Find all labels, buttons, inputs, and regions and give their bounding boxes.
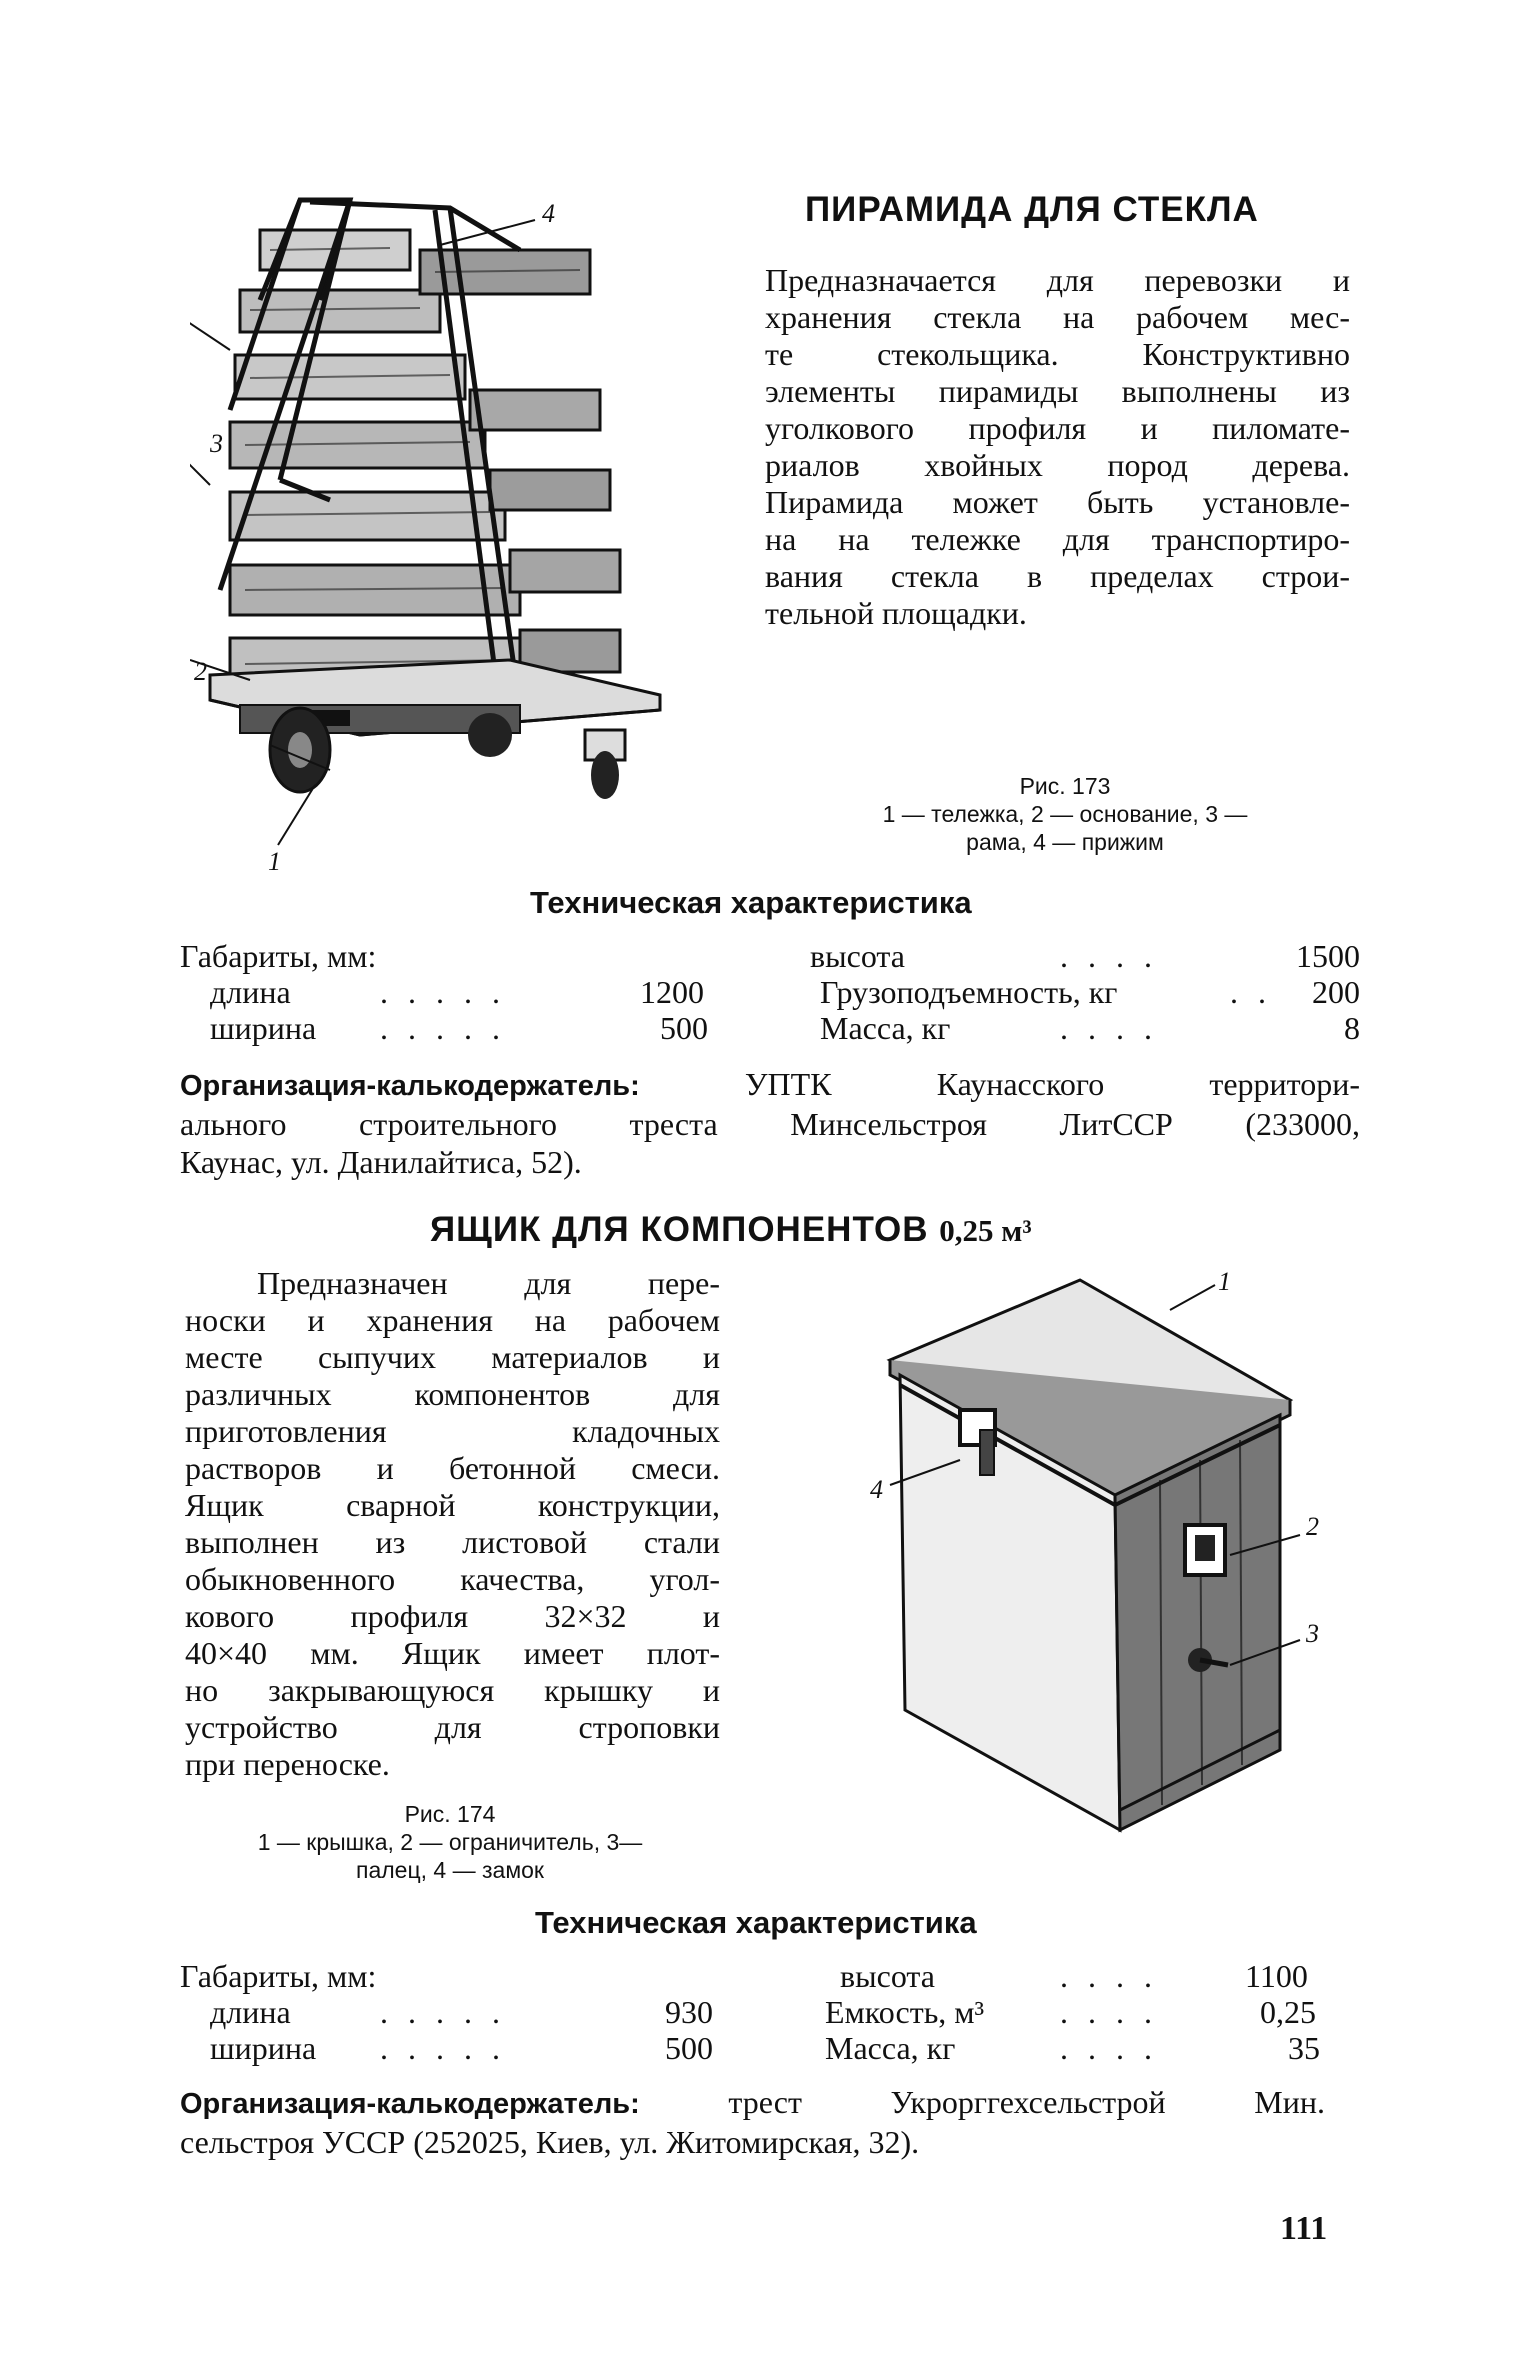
length-value: 930 (665, 1994, 713, 2030)
fig174-caption (170, 1800, 730, 1884)
section1-line: тельной площадки. (765, 595, 1027, 631)
length-label: длина (210, 974, 291, 1010)
org-line2: ального строительного треста Минсельстроя ЛитССР (233000, (180, 1106, 1360, 1142)
section1-line: хранения стекла на рабочем мес- (765, 299, 1350, 335)
volume-value: 0,25 (1260, 1994, 1316, 2030)
section1-title: ПИРАМИДА ДЛЯ СТЕКЛА (805, 190, 1259, 229)
fig173-label-2: 2 (194, 657, 207, 686)
section2-organization (180, 2083, 1325, 2161)
height-label: высота (810, 938, 905, 974)
mass-value: 8 (1344, 1010, 1360, 1046)
section2-line: при переноске. (185, 1746, 390, 1782)
section2-line: Предназначен для пере- (257, 1265, 720, 1301)
section2-line: носки и хранения на рабочем (185, 1302, 720, 1338)
capacity-value: 200 (1312, 974, 1360, 1010)
component-box-illustration (860, 1270, 1340, 1840)
section2-line: кового профиля 32×32 и (185, 1598, 720, 1634)
length-label: длина (210, 1994, 291, 2030)
height-value: 1100 (1245, 1958, 1308, 1994)
org-line1: трест Укрорггехсельстрой Мин. (728, 2084, 1326, 2120)
section1-line: Предназначается для перевозки и (765, 262, 1350, 298)
section2-specs: Габариты, мм: высота . . . . 1100 длина . . . . . 930 Емкость, м³ . . . . 0,25 ширина . . . . . 500 Масса, кг . . . . 35 (180, 1958, 1320, 2066)
section2-line: выполнен из листовой стали (185, 1524, 720, 1560)
mass-label: Масса, кг (825, 2030, 956, 2066)
org-line2: сельстроя УССР (252025, Киев, ул. Житомирская, 32). (180, 2124, 920, 2160)
section1-organization (180, 1065, 1360, 1181)
fig174-label-3: 3 (1306, 1619, 1319, 1648)
height-value: 1500 (1296, 938, 1360, 974)
section1-line: элементы пирамиды выполнены из (765, 373, 1350, 409)
dims-label: Габариты, мм: (180, 938, 377, 974)
width-value: 500 (665, 2030, 713, 2066)
section1-tech-title: Техническая характеристика (530, 885, 972, 920)
section1-line: риалов хвойных пород дерева. (765, 447, 1350, 483)
section2-line: 40×40 мм. Ящик имеет плот- (185, 1635, 720, 1671)
fig173-label-3: 3 (210, 429, 223, 458)
fig173-label-4: 4 (542, 199, 555, 228)
section1-line: вания стекла в пределах строи- (765, 558, 1350, 594)
section2-line: растворов и бетонной смеси. (185, 1450, 720, 1486)
org-label: Организация-калькодержатель: (180, 1070, 640, 1102)
section1-line: те стекольщика. Конструктивно (765, 336, 1350, 372)
section1-paragraph (765, 262, 1350, 632)
mass-value: 35 (1288, 2030, 1320, 2066)
section2-title-volume: 0,25 м³ (939, 1213, 1032, 1248)
section2-line: устройство для строповки (185, 1709, 720, 1745)
section2-line: Ящик сварной конструкции, (185, 1487, 720, 1523)
section2-line: обыкновенного качества, угол- (185, 1561, 720, 1597)
length-value: 1200 (640, 974, 704, 1010)
dims-label: Габариты, мм: (180, 1958, 377, 1994)
fig173-caption-title: Рис. 173 (1019, 773, 1111, 799)
section2-tech-title: Техническая характеристика (535, 1905, 977, 1940)
glass-pyramid-illustration (190, 190, 720, 890)
section2-title (430, 1210, 1032, 1250)
width-label: ширина (210, 1010, 317, 1046)
fig174-caption-title: Рис. 174 (404, 1801, 496, 1827)
fig173-label-1: 1 (268, 847, 281, 876)
section2-line: месте сыпучих материалов и (185, 1339, 720, 1375)
fig174-caption-line2: палец, 4 — замок (356, 1857, 544, 1883)
section1-line: уголкового профиля и пиломате- (765, 410, 1350, 446)
fig173-caption (780, 772, 1350, 856)
section2-line: различных компонентов для (185, 1376, 720, 1412)
fig173-caption-line1: 1 — тележка, 2 — основание, 3 — (882, 801, 1248, 827)
org-line3: Каунас, ул. Данилайтиса, 52). (180, 1144, 582, 1180)
section1-line: на на тележке для транспортиро- (765, 521, 1350, 557)
width-label: ширина (210, 2030, 317, 2066)
fig173-caption-line2: рама, 4 — прижим (966, 829, 1164, 855)
height-label: высота (840, 1958, 935, 1994)
fig174-label-4: 4 (870, 1475, 883, 1504)
fig174-caption-line1: 1 — крышка, 2 — ограничитель, 3— (257, 1829, 643, 1855)
org-label: Организация-калькодержатель: (180, 2088, 640, 2120)
section2-title-main: ЯЩИК ДЛЯ КОМПОНЕНТОВ (430, 1210, 929, 1249)
capacity-label: Грузоподъемность, кг (820, 974, 1118, 1010)
section1-line: Пирамида может быть установле- (765, 484, 1350, 520)
volume-label: Емкость, м³ (825, 1994, 985, 2030)
fig174-label-2: 2 (1306, 1512, 1319, 1541)
org-line1: УПТК Каунасского территори- (744, 1066, 1360, 1102)
fig174-label-1: 1 (1218, 1270, 1231, 1296)
section2-line: приготовления кладочных (185, 1413, 720, 1449)
section1-specs: Габариты, мм: высота . . . . 1500 длина . . . . . 1200 Грузоподъемность, кг . . 200 ширина . . . . . 500 Масса, кг . . . . 8 (180, 938, 1360, 1046)
mass-label: Масса, кг (820, 1010, 951, 1046)
page-number: 111 (1280, 2210, 1328, 2247)
section2-paragraph (185, 1265, 720, 1783)
width-value: 500 (660, 1010, 708, 1046)
section2-line: но закрывающуюся крышку и (185, 1672, 720, 1708)
